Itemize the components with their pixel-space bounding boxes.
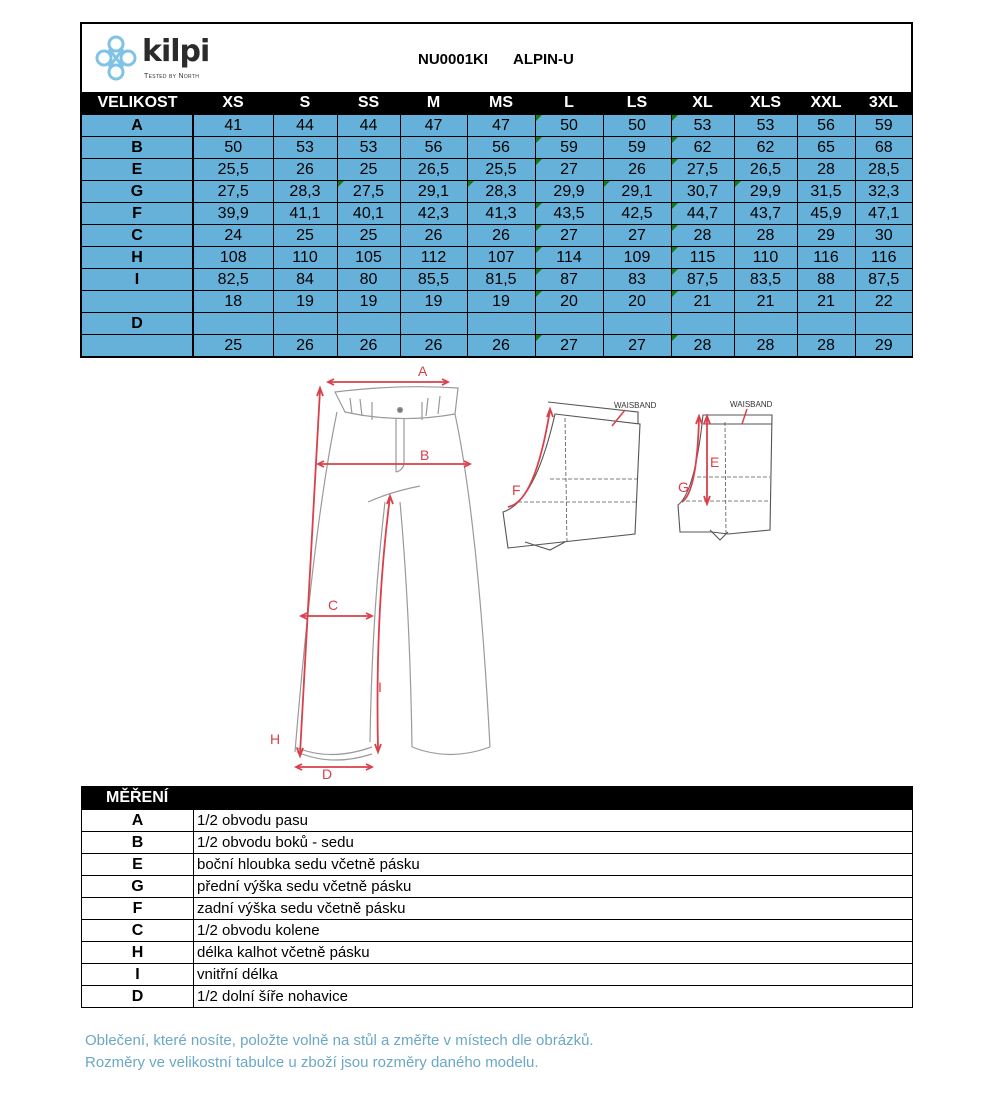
legend-description: 1/2 obvodu kolene [194, 920, 913, 942]
brand-name: kilpi [142, 34, 210, 69]
legend-table-body [82, 810, 913, 1008]
waistband-label-back: WAISBAND [614, 401, 657, 410]
size-cell: 114 [535, 247, 603, 269]
label-b: B [420, 447, 430, 463]
size-cell: 62 [734, 137, 797, 159]
size-cell: 28 [734, 225, 797, 247]
legend-row [82, 964, 913, 986]
size-cell: 29 [797, 225, 855, 247]
size-cell: 80 [337, 269, 400, 291]
row-label: G [82, 181, 193, 203]
label-e: E [710, 454, 720, 470]
waistband-arrow-back [612, 410, 625, 426]
size-cell: 110 [273, 247, 337, 269]
size-cell: 87 [535, 269, 603, 291]
size-row [82, 291, 912, 313]
size-cell: 45,9 [797, 203, 855, 225]
size-cell: 43,7 [734, 203, 797, 225]
legend-code: G [82, 876, 194, 898]
size-header-xl: XL [671, 92, 734, 115]
size-cell [734, 313, 797, 335]
size-cell: 26 [337, 335, 400, 357]
size-cell: 115 [671, 247, 734, 269]
legend-title: MĚŘENÍ [81, 786, 913, 809]
row-label: C [82, 225, 193, 247]
size-cell: 53 [734, 115, 797, 137]
size-row [82, 313, 912, 335]
size-cell: 28 [797, 159, 855, 181]
size-cell: 27 [535, 159, 603, 181]
row-label: B [82, 137, 193, 159]
size-cell: 26 [273, 159, 337, 181]
size-cell: 109 [603, 247, 671, 269]
size-cell: 59 [603, 137, 671, 159]
size-cell: 39,9 [193, 203, 273, 225]
waistband-label-side: WAISBAND [730, 400, 773, 409]
size-cell: 85,5 [400, 269, 467, 291]
size-cell: 26 [467, 225, 535, 247]
size-cell: 29,1 [400, 181, 467, 203]
size-row [82, 247, 912, 269]
size-cell [467, 313, 535, 335]
legend-row [82, 920, 913, 942]
size-header-label: VELIKOST [82, 92, 193, 115]
size-row [82, 269, 912, 291]
size-cell: 22 [855, 291, 912, 313]
waistband-arrow-side [742, 409, 747, 424]
size-header-xs: XS [193, 92, 273, 115]
size-cell: 25,5 [193, 159, 273, 181]
size-cell: 50 [193, 137, 273, 159]
size-cell: 40,1 [337, 203, 400, 225]
size-cell: 28 [734, 335, 797, 357]
size-cell: 30 [855, 225, 912, 247]
legend-code: I [82, 964, 194, 986]
legend-code: H [82, 942, 194, 964]
brand-tagline: Tested by North [144, 73, 200, 80]
legend-row [82, 986, 913, 1008]
measurement-legend [81, 786, 913, 1008]
size-cell: 53 [337, 137, 400, 159]
size-cell: 82,5 [193, 269, 273, 291]
pants-diagram [250, 362, 800, 782]
size-cell: 26,5 [400, 159, 467, 181]
legend-code: D [82, 986, 194, 1008]
size-row [82, 115, 912, 137]
size-row [82, 181, 912, 203]
instruction-note-1: Oblečení, které nosíte, položte volně na stůl a změřte v místech dle obrázků. [85, 1032, 594, 1049]
legend-table [81, 809, 913, 1008]
label-f: F [512, 482, 521, 498]
row-label: H [82, 247, 193, 269]
product-code: NU0001KI [418, 51, 489, 68]
side-section-outline [678, 415, 772, 540]
size-cell: 41,3 [467, 203, 535, 225]
legend-description: 1/2 obvodu pasu [194, 810, 913, 832]
size-cell: 21 [671, 291, 734, 313]
legend-description: zadní výška sedu včetně pásku [194, 898, 913, 920]
back-section-guides [518, 418, 638, 544]
row-label: E [82, 159, 193, 181]
row-label: D [82, 313, 193, 335]
legend-description: 1/2 dolní šíře nohavice [194, 986, 913, 1008]
size-cell: 44,7 [671, 203, 734, 225]
legend-row [82, 854, 913, 876]
size-cell: 42,3 [400, 203, 467, 225]
size-cell: 25 [193, 335, 273, 357]
legend-description: boční hloubka sedu včetně pásku [194, 854, 913, 876]
size-cell [603, 313, 671, 335]
label-c: C [328, 597, 339, 613]
size-header-ms: MS [467, 92, 535, 115]
size-cell: 27,5 [671, 159, 734, 181]
size-cell: 47,1 [855, 203, 912, 225]
product-name: ALPIN-U [513, 51, 574, 68]
size-cell: 28,3 [273, 181, 337, 203]
legend-row [82, 898, 913, 920]
size-cell: 28 [671, 225, 734, 247]
size-cell: 87,5 [671, 269, 734, 291]
kilpi-logo [94, 32, 224, 86]
legend-row [82, 832, 913, 854]
row-label [82, 291, 193, 313]
size-row [82, 203, 912, 225]
back-section-outline [503, 402, 640, 550]
size-header-ls: LS [603, 92, 671, 115]
size-cell: 31,5 [797, 181, 855, 203]
size-header-row [82, 92, 912, 115]
size-cell: 20 [603, 291, 671, 313]
size-cell: 18 [193, 291, 273, 313]
size-cell: 20 [535, 291, 603, 313]
size-cell: 47 [467, 115, 535, 137]
legend-row [82, 810, 913, 832]
legend-code: C [82, 920, 194, 942]
size-cell: 107 [467, 247, 535, 269]
size-cell: 29,9 [535, 181, 603, 203]
size-cell [273, 313, 337, 335]
size-cell: 65 [797, 137, 855, 159]
size-header-m: M [400, 92, 467, 115]
size-row [82, 225, 912, 247]
size-cell: 41,1 [273, 203, 337, 225]
label-h: H [270, 731, 281, 747]
size-cell: 27 [535, 225, 603, 247]
row-label: I [82, 269, 193, 291]
size-cell: 81,5 [467, 269, 535, 291]
size-cell: 26 [400, 225, 467, 247]
size-cell: 24 [193, 225, 273, 247]
size-cell: 50 [603, 115, 671, 137]
size-cell: 26 [400, 335, 467, 357]
size-cell: 47 [400, 115, 467, 137]
size-cell: 44 [337, 115, 400, 137]
size-cell: 110 [734, 247, 797, 269]
label-d: D [322, 766, 333, 782]
size-cell [855, 313, 912, 335]
size-cell: 29,1 [603, 181, 671, 203]
size-cell: 19 [337, 291, 400, 313]
size-cell [400, 313, 467, 335]
size-grid [82, 92, 912, 356]
size-cell: 25 [337, 159, 400, 181]
size-cell: 21 [734, 291, 797, 313]
size-cell: 32,3 [855, 181, 912, 203]
size-header-ss: SS [337, 92, 400, 115]
row-label: F [82, 203, 193, 225]
size-cell: 41 [193, 115, 273, 137]
size-cell: 53 [671, 115, 734, 137]
size-header-l: L [535, 92, 603, 115]
size-cell: 88 [797, 269, 855, 291]
size-cell: 27 [535, 335, 603, 357]
size-cell: 44 [273, 115, 337, 137]
size-cell: 112 [400, 247, 467, 269]
size-cell: 26 [273, 335, 337, 357]
size-row [82, 159, 912, 181]
size-cell: 83 [603, 269, 671, 291]
size-cell: 26,5 [734, 159, 797, 181]
size-cell: 26 [467, 335, 535, 357]
size-header-3xl: 3XL [855, 92, 912, 115]
size-header-xxl: XXL [797, 92, 855, 115]
legend-row [82, 942, 913, 964]
size-cell: 59 [535, 137, 603, 159]
size-table [80, 22, 913, 358]
size-cell: 25,5 [467, 159, 535, 181]
size-cell: 83,5 [734, 269, 797, 291]
size-cell: 21 [797, 291, 855, 313]
size-cell: 30,7 [671, 181, 734, 203]
size-cell: 56 [400, 137, 467, 159]
size-header-s: S [273, 92, 337, 115]
size-cell [337, 313, 400, 335]
size-cell: 108 [193, 247, 273, 269]
size-cell: 19 [400, 291, 467, 313]
size-cell: 27 [603, 225, 671, 247]
size-cell [671, 313, 734, 335]
legend-code: A [82, 810, 194, 832]
size-cell: 59 [855, 115, 912, 137]
instruction-note-2: Rozměry ve velikostní tabulce u zboží jsou rozměry daného modelu. [85, 1054, 539, 1071]
size-cell: 116 [797, 247, 855, 269]
size-cell: 27,5 [337, 181, 400, 203]
legend-description: přední výška sedu včetně pásku [194, 876, 913, 898]
size-cell: 27,5 [193, 181, 273, 203]
size-cell: 84 [273, 269, 337, 291]
legend-row [82, 876, 913, 898]
row-label [82, 335, 193, 357]
size-cell: 29 [855, 335, 912, 357]
size-cell: 25 [337, 225, 400, 247]
size-cell: 28,3 [467, 181, 535, 203]
title-row [82, 24, 911, 92]
size-cell: 26 [603, 159, 671, 181]
size-cell [193, 313, 273, 335]
legend-description: vnitřní délka [194, 964, 913, 986]
label-g: G [678, 479, 689, 495]
size-cell: 42,5 [603, 203, 671, 225]
size-cell: 56 [797, 115, 855, 137]
size-cell: 68 [855, 137, 912, 159]
label-i: I [378, 679, 382, 695]
size-cell: 62 [671, 137, 734, 159]
size-cell: 116 [855, 247, 912, 269]
size-cell: 105 [337, 247, 400, 269]
size-cell: 50 [535, 115, 603, 137]
size-row [82, 137, 912, 159]
size-header-xls: XLS [734, 92, 797, 115]
size-cell [535, 313, 603, 335]
size-cell: 56 [467, 137, 535, 159]
legend-description: délka kalhot včetně pásku [194, 942, 913, 964]
size-cell: 25 [273, 225, 337, 247]
size-cell: 27 [603, 335, 671, 357]
size-row [82, 335, 912, 357]
size-cell [797, 313, 855, 335]
legend-code: F [82, 898, 194, 920]
size-cell: 53 [273, 137, 337, 159]
size-cell: 28 [797, 335, 855, 357]
row-label: A [82, 115, 193, 137]
size-cell: 19 [467, 291, 535, 313]
size-cell: 28 [671, 335, 734, 357]
size-cell: 28,5 [855, 159, 912, 181]
knot-icon [94, 32, 138, 84]
legend-code: E [82, 854, 194, 876]
pants-measure-lines [296, 379, 470, 770]
size-cell: 87,5 [855, 269, 912, 291]
size-table-body [82, 115, 912, 357]
size-cell: 43,5 [535, 203, 603, 225]
size-cell: 29,9 [734, 181, 797, 203]
measurement-diagram [250, 362, 800, 782]
pants-outline [295, 387, 490, 760]
legend-code: B [82, 832, 194, 854]
legend-description: 1/2 obvodu boků - sedu [194, 832, 913, 854]
label-a: A [418, 363, 428, 379]
size-cell: 19 [273, 291, 337, 313]
